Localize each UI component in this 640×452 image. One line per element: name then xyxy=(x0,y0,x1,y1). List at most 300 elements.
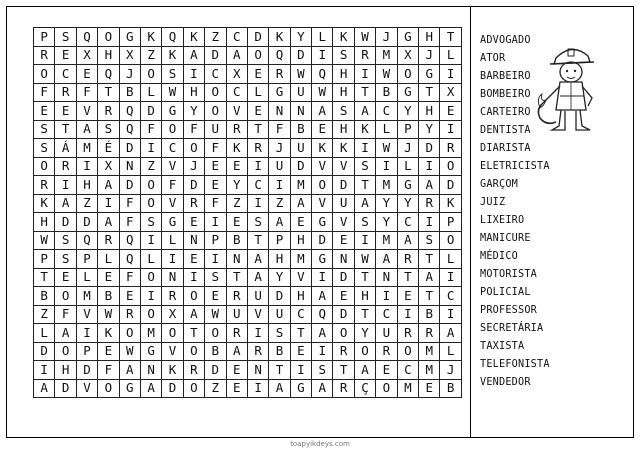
grid-cell[interactable]: V xyxy=(333,157,354,176)
grid-cell[interactable]: M xyxy=(376,46,397,65)
grid-cell[interactable]: O xyxy=(440,157,461,176)
grid-cell[interactable]: N xyxy=(140,361,161,380)
grid-cell[interactable]: P xyxy=(76,342,97,361)
grid-cell[interactable]: A xyxy=(440,324,461,343)
grid-cell[interactable]: O xyxy=(376,379,397,398)
grid-cell[interactable]: I xyxy=(76,157,97,176)
grid-cell[interactable]: M xyxy=(76,287,97,306)
grid-cell[interactable]: E xyxy=(34,102,55,121)
grid-cell[interactable]: K xyxy=(98,324,119,343)
grid-cell[interactable]: J xyxy=(269,139,290,158)
grid-cell[interactable]: I xyxy=(354,65,375,84)
grid-cell[interactable]: D xyxy=(312,231,333,250)
grid-cell[interactable]: S xyxy=(333,46,354,65)
grid-cell[interactable]: I xyxy=(312,268,333,287)
grid-cell[interactable]: Y xyxy=(419,120,440,139)
grid-cell[interactable]: W xyxy=(312,83,333,102)
grid-cell[interactable]: V xyxy=(247,305,268,324)
grid-cell[interactable]: M xyxy=(376,176,397,195)
grid-cell[interactable]: H xyxy=(333,65,354,84)
grid-cell[interactable]: L xyxy=(98,250,119,269)
grid-cell[interactable]: B xyxy=(98,287,119,306)
grid-cell[interactable]: M xyxy=(397,379,418,398)
grid-cell[interactable]: R xyxy=(440,139,461,158)
grid-cell[interactable]: K xyxy=(162,361,183,380)
grid-cell[interactable]: T xyxy=(55,120,76,139)
grid-cell[interactable]: A xyxy=(397,231,418,250)
grid-cell[interactable]: Q xyxy=(119,120,140,139)
grid-cell[interactable]: G xyxy=(269,83,290,102)
grid-cell[interactable]: Z xyxy=(34,305,55,324)
grid-cell[interactable]: Q xyxy=(312,305,333,324)
grid-cell[interactable]: O xyxy=(55,287,76,306)
grid-cell[interactable]: E xyxy=(55,268,76,287)
grid-cell[interactable]: R xyxy=(226,324,247,343)
grid-cell[interactable]: I xyxy=(247,157,268,176)
grid-cell[interactable]: S xyxy=(333,102,354,121)
grid-cell[interactable]: X xyxy=(119,46,140,65)
grid-cell[interactable]: A xyxy=(354,102,375,121)
grid-cell[interactable]: T xyxy=(419,250,440,269)
grid-cell[interactable]: Q xyxy=(162,28,183,47)
grid-cell[interactable]: T xyxy=(333,361,354,380)
grid-cell[interactable]: Z xyxy=(140,46,161,65)
grid-cell[interactable]: A xyxy=(312,287,333,306)
grid-cell[interactable]: A xyxy=(140,379,161,398)
grid-cell[interactable]: E xyxy=(397,287,418,306)
grid-cell[interactable]: N xyxy=(269,102,290,121)
grid-cell[interactable]: S xyxy=(269,324,290,343)
grid-cell[interactable]: C xyxy=(55,65,76,84)
grid-cell[interactable]: I xyxy=(183,268,204,287)
grid-cell[interactable]: B xyxy=(205,342,226,361)
grid-cell[interactable]: B xyxy=(34,287,55,306)
grid-cell[interactable]: P xyxy=(397,120,418,139)
grid-cell[interactable]: O xyxy=(34,157,55,176)
grid-cell[interactable]: I xyxy=(140,287,161,306)
grid-cell[interactable]: F xyxy=(183,120,204,139)
grid-cell[interactable]: Ç xyxy=(354,379,375,398)
grid-cell[interactable]: D xyxy=(162,379,183,398)
grid-cell[interactable]: E xyxy=(119,287,140,306)
grid-cell[interactable]: K xyxy=(440,194,461,213)
grid-cell[interactable]: W xyxy=(376,65,397,84)
grid-cell[interactable]: I xyxy=(354,139,375,158)
grid-cell[interactable]: F xyxy=(98,361,119,380)
grid-cell[interactable]: E xyxy=(55,102,76,121)
grid-cell[interactable]: A xyxy=(419,268,440,287)
grid-cell[interactable]: I xyxy=(440,120,461,139)
grid-cell[interactable]: E xyxy=(376,361,397,380)
grid-cell[interactable]: E xyxy=(183,213,204,232)
grid-cell[interactable]: R xyxy=(162,287,183,306)
grid-cell[interactable]: T xyxy=(354,305,375,324)
grid-cell[interactable]: W xyxy=(34,231,55,250)
grid-cell[interactable]: U xyxy=(269,305,290,324)
grid-cell[interactable]: D xyxy=(119,176,140,195)
grid-cell[interactable]: L xyxy=(440,46,461,65)
grid-cell[interactable]: S xyxy=(205,268,226,287)
grid-cell[interactable]: T xyxy=(354,176,375,195)
grid-cell[interactable]: S xyxy=(34,139,55,158)
grid-cell[interactable]: C xyxy=(376,305,397,324)
grid-cell[interactable]: Q xyxy=(98,65,119,84)
grid-cell[interactable]: I xyxy=(183,65,204,84)
grid-cell[interactable]: P xyxy=(205,231,226,250)
grid-cell[interactable]: O xyxy=(140,176,161,195)
grid-cell[interactable]: G xyxy=(119,379,140,398)
grid-cell[interactable]: A xyxy=(226,46,247,65)
grid-cell[interactable]: O xyxy=(397,65,418,84)
grid-cell[interactable]: O xyxy=(183,379,204,398)
grid-cell[interactable]: E xyxy=(183,250,204,269)
grid-cell[interactable]: Y xyxy=(397,194,418,213)
grid-cell[interactable]: O xyxy=(183,287,204,306)
grid-cell[interactable]: R xyxy=(419,324,440,343)
grid-cell[interactable]: M xyxy=(290,250,311,269)
grid-cell[interactable]: E xyxy=(205,157,226,176)
grid-cell[interactable]: T xyxy=(354,268,375,287)
grid-cell[interactable]: O xyxy=(162,324,183,343)
grid-cell[interactable]: D xyxy=(333,268,354,287)
grid-cell[interactable]: B xyxy=(419,305,440,324)
grid-cell[interactable]: O xyxy=(140,268,161,287)
grid-cell[interactable]: D xyxy=(333,305,354,324)
grid-cell[interactable]: I xyxy=(247,324,268,343)
grid-cell[interactable]: R xyxy=(247,139,268,158)
grid-cell[interactable]: J xyxy=(119,65,140,84)
grid-cell[interactable]: U xyxy=(247,287,268,306)
grid-cell[interactable]: E xyxy=(290,342,311,361)
grid-cell[interactable]: X xyxy=(162,305,183,324)
grid-cell[interactable]: A xyxy=(312,379,333,398)
grid-cell[interactable]: V xyxy=(76,379,97,398)
grid-cell[interactable]: O xyxy=(140,65,161,84)
grid-cell[interactable]: R xyxy=(226,287,247,306)
grid-cell[interactable]: O xyxy=(140,194,161,213)
grid-cell[interactable]: G xyxy=(119,28,140,47)
grid-cell[interactable]: W xyxy=(98,305,119,324)
grid-cell[interactable]: K xyxy=(269,28,290,47)
grid-cell[interactable]: D xyxy=(205,361,226,380)
grid-cell[interactable]: O xyxy=(440,231,461,250)
grid-cell[interactable]: D xyxy=(205,46,226,65)
grid-cell[interactable]: G xyxy=(140,342,161,361)
grid-cell[interactable]: E xyxy=(76,65,97,84)
grid-cell[interactable]: V xyxy=(76,102,97,121)
grid-cell[interactable]: H xyxy=(354,287,375,306)
grid-cell[interactable]: G xyxy=(397,28,418,47)
grid-cell[interactable]: Z xyxy=(205,28,226,47)
grid-cell[interactable]: N xyxy=(226,250,247,269)
grid-cell[interactable]: D xyxy=(333,176,354,195)
grid-cell[interactable]: Z xyxy=(226,194,247,213)
grid-cell[interactable]: O xyxy=(397,342,418,361)
grid-cell[interactable]: D xyxy=(55,379,76,398)
grid-cell[interactable]: X xyxy=(397,46,418,65)
grid-cell[interactable]: P xyxy=(269,231,290,250)
grid-cell[interactable]: Z xyxy=(140,157,161,176)
grid-cell[interactable]: Y xyxy=(354,324,375,343)
grid-cell[interactable]: C xyxy=(376,102,397,121)
grid-cell[interactable]: U xyxy=(333,194,354,213)
grid-cell[interactable]: F xyxy=(119,268,140,287)
grid-cell[interactable]: I xyxy=(247,379,268,398)
grid-cell[interactable]: K xyxy=(183,28,204,47)
grid-cell[interactable]: I xyxy=(397,305,418,324)
grid-cell[interactable]: A xyxy=(76,120,97,139)
grid-cell[interactable]: E xyxy=(419,379,440,398)
grid-cell[interactable]: O xyxy=(333,324,354,343)
grid-cell[interactable]: G xyxy=(312,213,333,232)
grid-cell[interactable]: F xyxy=(76,83,97,102)
grid-cell[interactable]: B xyxy=(226,231,247,250)
grid-cell[interactable]: M xyxy=(419,342,440,361)
grid-cell[interactable]: X xyxy=(440,83,461,102)
grid-cell[interactable]: G xyxy=(312,250,333,269)
grid-cell[interactable]: I xyxy=(55,176,76,195)
grid-cell[interactable]: P xyxy=(76,250,97,269)
grid-cell[interactable]: S xyxy=(354,213,375,232)
grid-cell[interactable]: D xyxy=(34,342,55,361)
grid-cell[interactable]: C xyxy=(226,83,247,102)
grid-cell[interactable]: A xyxy=(98,176,119,195)
grid-cell[interactable]: D xyxy=(290,46,311,65)
grid-cell[interactable]: K xyxy=(140,28,161,47)
grid-cell[interactable]: A xyxy=(269,379,290,398)
grid-cell[interactable]: S xyxy=(55,250,76,269)
grid-cell[interactable]: C xyxy=(247,176,268,195)
grid-cell[interactable]: V xyxy=(312,157,333,176)
grid-cell[interactable]: E xyxy=(290,213,311,232)
grid-cell[interactable]: H xyxy=(290,231,311,250)
grid-cell[interactable]: I xyxy=(140,231,161,250)
grid-cell[interactable]: A xyxy=(247,250,268,269)
grid-cell[interactable]: A xyxy=(183,46,204,65)
grid-cell[interactable]: M xyxy=(419,361,440,380)
grid-cell[interactable]: D xyxy=(140,102,161,121)
grid-cell[interactable]: H xyxy=(269,250,290,269)
grid-cell[interactable]: Y xyxy=(226,176,247,195)
grid-cell[interactable]: I xyxy=(440,65,461,84)
grid-cell[interactable]: E xyxy=(98,268,119,287)
grid-cell[interactable]: O xyxy=(119,324,140,343)
grid-cell[interactable]: U xyxy=(269,157,290,176)
grid-cell[interactable]: I xyxy=(354,231,375,250)
grid-cell[interactable]: Q xyxy=(119,250,140,269)
grid-cell[interactable]: N xyxy=(376,268,397,287)
grid-cell[interactable]: E xyxy=(333,231,354,250)
grid-cell[interactable]: S xyxy=(312,361,333,380)
grid-cell[interactable]: O xyxy=(205,102,226,121)
grid-cell[interactable]: L xyxy=(440,342,461,361)
grid-cell[interactable]: A xyxy=(312,102,333,121)
grid-cell[interactable]: K xyxy=(34,194,55,213)
grid-cell[interactable]: R xyxy=(34,46,55,65)
grid-cell[interactable]: U xyxy=(205,120,226,139)
grid-cell[interactable]: Z xyxy=(269,194,290,213)
grid-cell[interactable]: O xyxy=(55,342,76,361)
grid-cell[interactable]: I xyxy=(205,213,226,232)
grid-cell[interactable]: F xyxy=(205,194,226,213)
grid-cell[interactable]: N xyxy=(183,231,204,250)
grid-cell[interactable]: J xyxy=(419,46,440,65)
grid-cell[interactable]: D xyxy=(119,139,140,158)
grid-cell[interactable]: H xyxy=(333,120,354,139)
grid-cell[interactable]: L xyxy=(376,120,397,139)
grid-cell[interactable]: H xyxy=(98,46,119,65)
grid-cell[interactable]: I xyxy=(419,213,440,232)
grid-cell[interactable]: D xyxy=(440,176,461,195)
grid-cell[interactable]: Q xyxy=(119,102,140,121)
grid-cell[interactable]: L xyxy=(397,157,418,176)
grid-cell[interactable]: O xyxy=(34,65,55,84)
grid-cell[interactable]: Q xyxy=(312,65,333,84)
grid-cell[interactable]: Q xyxy=(76,231,97,250)
grid-cell[interactable]: B xyxy=(290,120,311,139)
grid-cell[interactable]: R xyxy=(333,379,354,398)
grid-cell[interactable]: E xyxy=(98,342,119,361)
grid-cell[interactable]: O xyxy=(247,46,268,65)
grid-cell[interactable]: A xyxy=(98,213,119,232)
grid-cell[interactable]: D xyxy=(419,139,440,158)
grid-cell[interactable]: O xyxy=(98,379,119,398)
grid-cell[interactable]: U xyxy=(290,139,311,158)
grid-cell[interactable]: R xyxy=(55,83,76,102)
grid-cell[interactable]: D xyxy=(76,361,97,380)
grid-cell[interactable]: N xyxy=(247,361,268,380)
grid-cell[interactable]: P xyxy=(34,250,55,269)
grid-cell[interactable]: I xyxy=(290,361,311,380)
grid-cell[interactable]: G xyxy=(397,176,418,195)
grid-cell[interactable]: J xyxy=(397,139,418,158)
grid-cell[interactable]: Á xyxy=(55,139,76,158)
grid-cell[interactable]: I xyxy=(76,324,97,343)
grid-cell[interactable]: O xyxy=(354,342,375,361)
grid-cell[interactable]: D xyxy=(247,28,268,47)
grid-cell[interactable]: Y xyxy=(183,102,204,121)
grid-cell[interactable]: G xyxy=(162,213,183,232)
grid-cell[interactable]: W xyxy=(354,250,375,269)
grid-cell[interactable]: G xyxy=(162,102,183,121)
grid-cell[interactable]: F xyxy=(140,120,161,139)
grid-cell[interactable]: A xyxy=(55,324,76,343)
grid-cell[interactable]: H xyxy=(333,83,354,102)
grid-cell[interactable]: T xyxy=(440,28,461,47)
grid-cell[interactable]: S xyxy=(354,157,375,176)
grid-cell[interactable]: H xyxy=(183,83,204,102)
grid-cell[interactable]: M xyxy=(376,231,397,250)
grid-cell[interactable]: O xyxy=(140,305,161,324)
grid-cell[interactable]: I xyxy=(440,305,461,324)
grid-cell[interactable]: S xyxy=(247,213,268,232)
grid-cell[interactable]: B xyxy=(440,379,461,398)
grid-cell[interactable]: F xyxy=(55,305,76,324)
grid-cell[interactable]: H xyxy=(419,28,440,47)
grid-cell[interactable]: Z xyxy=(76,194,97,213)
grid-cell[interactable]: J xyxy=(376,28,397,47)
grid-cell[interactable]: R xyxy=(247,342,268,361)
grid-cell[interactable]: E xyxy=(205,176,226,195)
grid-cell[interactable]: F xyxy=(269,120,290,139)
grid-cell[interactable]: K xyxy=(226,139,247,158)
grid-cell[interactable]: L xyxy=(440,250,461,269)
grid-cell[interactable]: W xyxy=(354,28,375,47)
grid-cell[interactable]: M xyxy=(140,324,161,343)
grid-cell[interactable]: R xyxy=(98,102,119,121)
grid-cell[interactable]: E xyxy=(312,120,333,139)
grid-cell[interactable]: D xyxy=(55,213,76,232)
grid-cell[interactable]: O xyxy=(98,28,119,47)
grid-cell[interactable]: F xyxy=(205,139,226,158)
grid-cell[interactable]: I xyxy=(34,361,55,380)
grid-cell[interactable]: C xyxy=(205,65,226,84)
grid-cell[interactable]: F xyxy=(119,194,140,213)
grid-cell[interactable]: C xyxy=(290,305,311,324)
grid-cell[interactable]: S xyxy=(162,65,183,84)
grid-cell[interactable]: N xyxy=(119,157,140,176)
grid-cell[interactable]: T xyxy=(290,324,311,343)
grid-cell[interactable]: S xyxy=(419,231,440,250)
grid-cell[interactable]: Q xyxy=(119,231,140,250)
grid-cell[interactable]: M xyxy=(290,176,311,195)
grid-cell[interactable]: Z xyxy=(205,379,226,398)
grid-cell[interactable]: O xyxy=(312,176,333,195)
grid-cell[interactable]: W xyxy=(290,65,311,84)
grid-cell[interactable]: A xyxy=(247,268,268,287)
grid-cell[interactable]: T xyxy=(269,361,290,380)
grid-cell[interactable]: E xyxy=(333,287,354,306)
grid-cell[interactable]: É xyxy=(98,139,119,158)
grid-cell[interactable]: V xyxy=(76,305,97,324)
grid-cell[interactable]: J xyxy=(440,361,461,380)
grid-cell[interactable]: N xyxy=(333,250,354,269)
grid-cell[interactable]: A xyxy=(290,194,311,213)
grid-cell[interactable]: L xyxy=(140,250,161,269)
grid-cell[interactable]: Y xyxy=(376,194,397,213)
grid-cell[interactable]: P xyxy=(34,28,55,47)
grid-cell[interactable]: R xyxy=(376,342,397,361)
grid-cell[interactable]: V xyxy=(333,213,354,232)
grid-cell[interactable]: N xyxy=(162,268,183,287)
grid-cell[interactable]: L xyxy=(34,324,55,343)
grid-cell[interactable]: T xyxy=(419,287,440,306)
grid-cell[interactable]: R xyxy=(419,194,440,213)
grid-cell[interactable]: R xyxy=(354,46,375,65)
grid-cell[interactable]: V xyxy=(162,194,183,213)
grid-cell[interactable]: P xyxy=(440,213,461,232)
grid-cell[interactable]: O xyxy=(205,83,226,102)
grid-cell[interactable]: S xyxy=(55,231,76,250)
grid-cell[interactable]: L xyxy=(76,268,97,287)
grid-cell[interactable]: A xyxy=(376,250,397,269)
grid-cell[interactable]: Y xyxy=(397,102,418,121)
grid-cell[interactable]: C xyxy=(440,287,461,306)
grid-cell[interactable]: I xyxy=(419,157,440,176)
grid-cell[interactable]: D xyxy=(269,287,290,306)
grid-cell[interactable]: B xyxy=(269,342,290,361)
grid-cell[interactable]: V xyxy=(162,342,183,361)
grid-cell[interactable]: I xyxy=(312,342,333,361)
grid-cell[interactable]: V xyxy=(312,194,333,213)
grid-cell[interactable]: R xyxy=(34,176,55,195)
grid-cell[interactable]: E xyxy=(226,157,247,176)
grid-cell[interactable]: E xyxy=(247,102,268,121)
grid-cell[interactable]: Y xyxy=(269,268,290,287)
grid-cell[interactable]: K xyxy=(333,28,354,47)
grid-cell[interactable]: H xyxy=(55,361,76,380)
grid-cell[interactable]: D xyxy=(290,157,311,176)
